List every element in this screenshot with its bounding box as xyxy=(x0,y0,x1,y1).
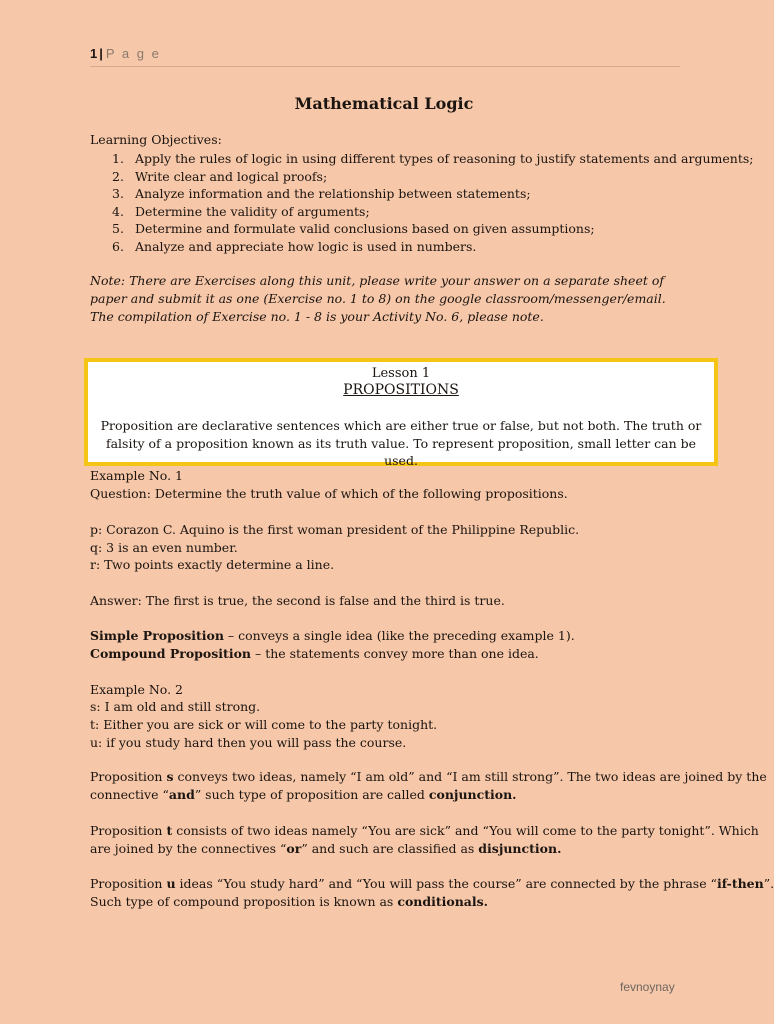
footer-signature: fevnoynay xyxy=(620,980,675,994)
document-title: Mathematical Logic xyxy=(294,94,474,113)
simple-proposition-term: Simple Proposition xyxy=(90,628,224,643)
list-item: 5. Determine and formulate valid conclusions based on given assumptions; xyxy=(112,221,595,236)
proposition-q: q: 3 is an even number. xyxy=(90,540,238,555)
conditionals-term: conditionals. xyxy=(397,894,489,909)
lesson-box xyxy=(84,358,718,466)
conditional-paragraph-line1: Proposition u ideas “You study hard” and “You will pass the course” are connected by the phrase “if-then”. xyxy=(90,876,774,891)
example1-answer: Answer: The first is true, the second is false and the third is true. xyxy=(90,593,505,608)
list-item: 6. Analyze and appreciate how logic is used in numbers. xyxy=(112,238,477,254)
lesson-title: PROPOSITIONS xyxy=(343,382,459,398)
example2-heading: Example No. 2 xyxy=(90,682,183,697)
conjunction-paragraph-line1: Proposition s conveys two ideas, namely “I am old” and “I am still strong”. The two ideas are joined by the xyxy=(90,769,767,784)
disjunction-term: disjunction. xyxy=(478,841,562,856)
page-header xyxy=(90,46,680,67)
page-number: 1 xyxy=(90,46,98,61)
proposition-s: s: I am old and still strong. xyxy=(90,699,261,714)
example1-heading: Example No. 1 xyxy=(90,468,183,483)
conjunction-paragraph-line2: connective “and” such type of proposition are called conjunction. xyxy=(90,787,517,802)
disjunction-paragraph-line2: are joined by the connectives “or” and such are classified as disjunction. xyxy=(90,841,562,856)
proposition-p: p: Corazon C. Aquino is the first woman president of the Philippine Republic. xyxy=(90,522,580,537)
exercise-note: Note: There are Exercises along this unit, please write your answer on a separate sheet of paper and submit it as one (Exercise no. 1 to 8) on the google classroom/messenger/email. The compilation of Exercise no. 1 - 8 is your Activity No. 6, please note. xyxy=(90,273,666,324)
compound-proposition-term: Compound Proposition xyxy=(90,646,251,661)
proposition-t: t: Either you are sick or will come to the party tonight. xyxy=(90,717,438,732)
conjunction-term: conjunction. xyxy=(428,787,517,802)
list-item: 4. Determine the validity of arguments; xyxy=(112,203,370,219)
conditional-paragraph-line2: Such type of compound proposition is known as conditionals. xyxy=(90,894,489,909)
list-item: 3. Analyze information and the relationship between statements; xyxy=(112,186,531,201)
page-separator: | xyxy=(99,46,103,61)
list-item: 2. Write clear and logical proofs; xyxy=(112,168,328,184)
page-label: P a g e xyxy=(105,46,161,61)
disjunction-paragraph-line1: Proposition t consists of two ideas namely “You are sick” and “You will come to the party tonight”. Which xyxy=(90,823,759,838)
proposition-r: r: Two points exactly determine a line. xyxy=(90,557,335,572)
lesson-number: Lesson 1 xyxy=(371,366,431,381)
proposition-u: u: if you study hard then you will pass the course. xyxy=(90,735,407,750)
simple-proposition-definition: Simple Proposition – conveys a single idea (like the preceding example 1). xyxy=(90,628,575,643)
compound-proposition-definition: Compound Proposition – the statements convey more than one idea. xyxy=(90,646,539,661)
objectives-list xyxy=(112,150,753,255)
objectives-heading: Learning Objectives: xyxy=(90,132,222,147)
lesson-definition: Proposition are declarative sentences which are either true or false, but not both. The truth or falsity of a proposition known as its truth value. To represent proposition, small letter can be used. xyxy=(100,418,702,468)
example1-question: Question: Determine the truth value of which of the following propositions. xyxy=(90,486,568,501)
list-item: 1. Apply the rules of logic in using different types of reasoning to justify statements and arguments; xyxy=(112,151,754,166)
